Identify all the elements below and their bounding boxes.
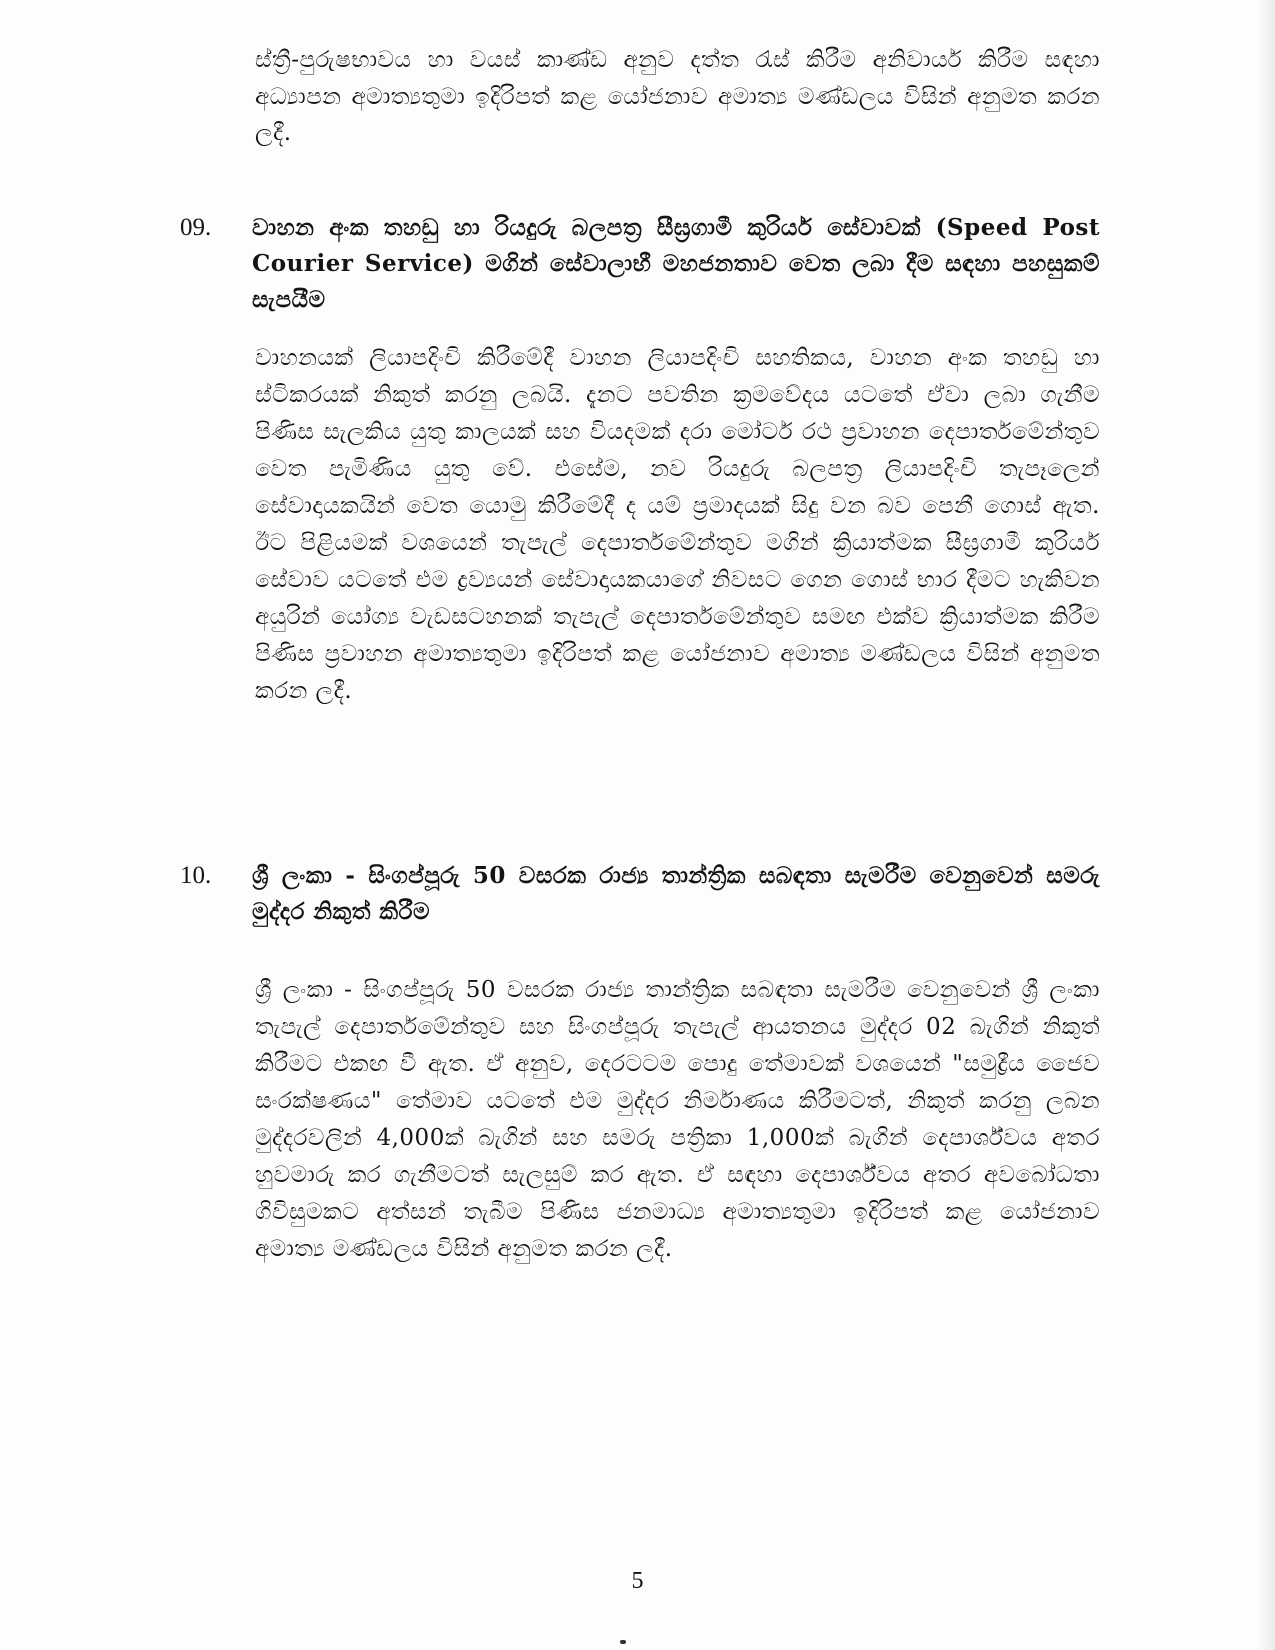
section-10-title: ශ්‍රී ලංකා - සිංගප්පූරු 50 වසරක රාජ්‍ය තාන්ත්‍රික සබඳතා සැමරීම වෙනුවෙන් සමරු මුද්දර නිකුත් කිරීම	[252, 862, 1100, 925]
section-09-number: 09.	[180, 214, 212, 241]
page-number: 5	[631, 1568, 644, 1594]
section-09-body: වාහනයක් ලියාපදිංචි කිරීමේදී වාහන ලියාපදිංචි සහතිකය, වාහන අංක තහඩු හා ස්ටිකරයක් නිකුත් කරනු ලබයි. දැනට පවතින ක්‍රමවේදය යටතේ ඒවා ලබා ගැනීම පිණිස සැලකිය යුතු කාලයක් සහ වියදමක් දරා මෝටර් රථ ප්‍රවාහන දෙපාර්තමේන්තුව වෙත පැමිණිය යුතු වේ. එසේම, නව රියදුරු බලපත්‍ර ලියාපදිංචි තැපෑලෙන් සේවාදායකයින් වෙත යොමු කිරීමේදී ද යම් ප්‍රමාදයක් සිදු වන බව පෙනී ගොස් ඇත. ඊට පිළියමක් වශයෙන් තැපැල් දෙපාර්තමේන්තුව මගින් ක්‍රියාත්මක සීඝ්‍රගාමී කුරියර් සේවාව යටතේ එම ද්‍රව්‍යයන් සේවාදායකයාගේ නිවසට ගෙන ගොස් භාර දීමට හැකිවන අයුරින් යෝග්‍ය වැඩසටහනක් තැපැල් දෙපාර්තමේන්තුව සමඟ එක්ව ක්‍රියාත්මක කිරීම පිණිස ප්‍රවාහන අමාත්‍යතුමා ඉදිරිපත් කළ යෝජනාව අමාත්‍ය මණ්ඩලය විසින් අනුමත කරන ලදී.	[255, 345, 1100, 704]
intro-paragraph: ස්ත්‍රී-පුරුෂභාවය හා වයස් කාණ්ඩ අනුව දත්ත රැස් කිරීම අනිවාර්ය කිරීම සඳහා අධ්‍යාපන අමාත්‍යතුමා ඉදිරිපත් කළ යෝජනාව අමාත්‍ය මණ්ඩලය විසින් අනුමත කරන ලදී.	[255, 47, 1100, 146]
scan-edge-shadow	[1257, 0, 1275, 1650]
section-10-number: 10.	[180, 862, 212, 889]
section-09-title: වාහන අංක තහඩු හා රියදුරු බලපත්‍ර සීඝ්‍රගාමී කුරියර් සේවාවක් (Speed Post Courier Service) මගින් සේවාලාභී මහජනතාව වෙත ලබා දීම සඳහා පහසුකම් සැපයීම	[252, 214, 1100, 313]
section-10-body: ශ්‍රී ලංකා - සිංගප්පූරු 50 වසරක රාජ්‍ය තාන්ත්‍රික සබඳතා සැමරීම වෙනුවෙන් ශ්‍රී ලංකා තැපැල් දෙපාර්තමේන්තුව සහ සිංගප්පූරු තැපැල් ආයතනය මුද්දර 02 බැගින් නිකුත් කිරීමට එකඟ වී ඇත. ඒ අනුව, දෙරටටම පොදු තේමාවක් වශයෙන් "සමුද්‍රීය ජෛව සංරක්ෂණය" තේමාව යටතේ එම මුද්දර නිර්මාණය කිරීමටත්, නිකුත් කරනු ලබන මුද්දරවලින් 4,000ක් බැගින් සහ සමරු පත්‍රිකා 1,000ක් බැගින් දෙපාර්ශ්වය අතර හුවමාරු කර ගැනීමටත් සැලසුම් කර ඇත. ඒ සඳහා දෙපාර්ශ්වය අතර අවබෝධතා ගිවිසුමකට අත්සන් තැබීම පිණිස ජනමාධ්‍ය අමාත්‍යතුමා ඉදිරිපත් කළ යෝජනාව අමාත්‍ය මණ්ඩලය විසින් අනුමත කරන ලදී.	[255, 977, 1100, 1262]
scan-artifact	[620, 1640, 626, 1644]
